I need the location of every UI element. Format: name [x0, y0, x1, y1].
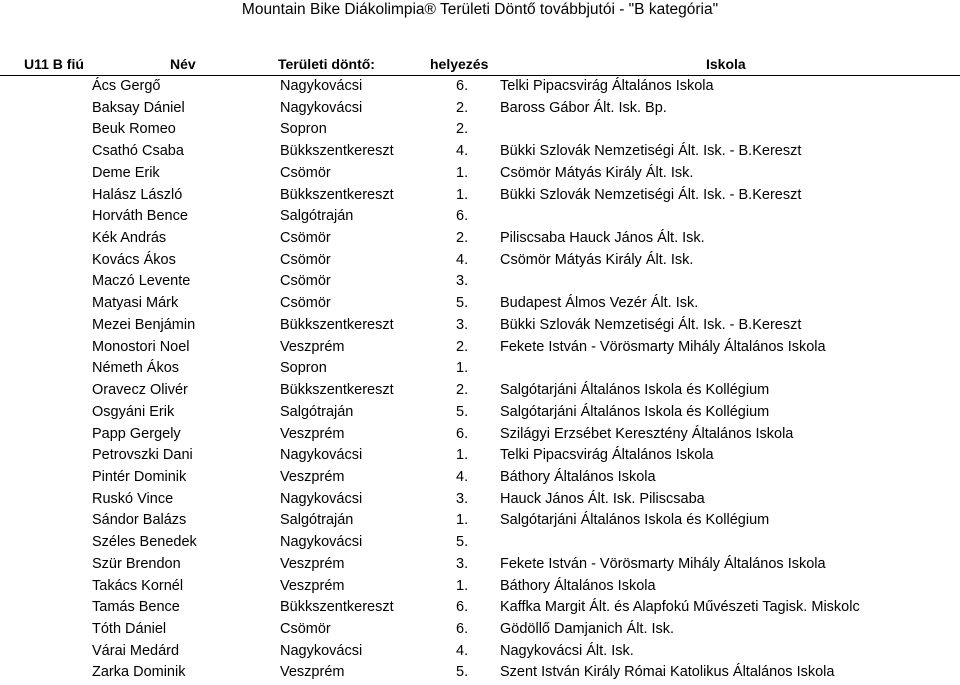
name-cell: Papp Gergely: [92, 425, 181, 442]
place-cell: 3.: [456, 316, 469, 333]
name-cell: Beuk Romeo: [92, 121, 176, 138]
school-cell: Fekete István - Vörösmarty Mihály Általános Iskola: [500, 555, 826, 572]
school-cell: Bükki Szlovák Nemzetiségi Ált. Isk. - B.Kereszt: [500, 316, 802, 333]
school-cell: Gödöllő Damjanich Ált. Isk.: [500, 620, 675, 637]
name-cell: Ács Gergő: [92, 78, 161, 94]
header-category: U11 B fiú: [24, 56, 84, 72]
table-row: [0, 206, 960, 228]
place-cell: 2.: [456, 230, 469, 247]
table-row: [0, 271, 960, 293]
region-cell: Salgótraján: [280, 512, 354, 529]
region-cell: Nagykovácsi: [280, 490, 363, 507]
name-cell: Halász László: [92, 186, 183, 203]
name-cell: Monostori Noel: [92, 338, 190, 355]
school-cell: Baross Gábor Ált. Isk. Bp.: [500, 99, 667, 116]
results-table-body: [0, 76, 960, 684]
place-cell: 4.: [456, 468, 469, 485]
school-cell: Báthory Általános Iskola: [500, 468, 656, 485]
place-cell: 6.: [456, 599, 469, 616]
school-cell: Szent István Király Római Katolikus Általános Iskola: [500, 664, 835, 681]
place-cell: 5.: [456, 295, 469, 312]
school-cell: Fekete István - Vörösmarty Mihály Általános Iskola: [500, 338, 826, 355]
place-cell: 1.: [456, 512, 469, 529]
school-cell: Bükki Szlovák Nemzetiségi Ált. Isk. - B.Kereszt: [500, 143, 802, 160]
school-cell: Piliscsaba Hauck János Ált. Isk.: [500, 230, 705, 247]
region-cell: Nagykovácsi: [280, 99, 363, 116]
header-school: Iskola: [706, 56, 746, 72]
name-cell: Kék András: [92, 230, 167, 247]
region-cell: Bükkszentkereszt: [280, 599, 394, 616]
place-cell: 1.: [456, 360, 469, 377]
region-cell: Bükkszentkereszt: [280, 382, 394, 399]
school-cell: Salgótarjáni Általános Iskola és Kollégium: [500, 382, 770, 399]
region-cell: Nagykovácsi: [280, 78, 363, 94]
region-cell: Csömör: [280, 230, 331, 247]
school-cell: Csömör Mátyás Király Ált. Isk.: [500, 251, 694, 268]
region-cell: Nagykovácsi: [280, 642, 363, 659]
school-cell: Salgótarjáni Általános Iskola és Kollégium: [500, 403, 770, 420]
place-cell: 3.: [456, 490, 469, 507]
school-cell: Bükki Szlovák Nemzetiségi Ált. Isk. - B.Kereszt: [500, 186, 802, 203]
region-cell: Csömör: [280, 620, 331, 637]
table-row: [0, 576, 960, 598]
place-cell: 6.: [456, 78, 469, 94]
table-row: [0, 228, 960, 250]
region-cell: Nagykovácsi: [280, 447, 363, 464]
table-row: [0, 185, 960, 207]
table-row: [0, 554, 960, 576]
table-row: [0, 619, 960, 641]
region-cell: Nagykovácsi: [280, 534, 363, 551]
place-cell: 2.: [456, 338, 469, 355]
region-cell: Bükkszentkereszt: [280, 316, 394, 333]
name-cell: Tóth Dániel: [92, 620, 167, 637]
table-row: [0, 315, 960, 337]
region-cell: Sopron: [280, 360, 327, 377]
table-row: [0, 662, 960, 684]
place-cell: 5.: [456, 534, 469, 551]
header-regional-final: Területi döntő:: [278, 56, 375, 72]
place-cell: 5.: [456, 403, 469, 420]
name-cell: Zarka Dominik: [92, 664, 186, 681]
place-cell: 4.: [456, 251, 469, 268]
name-cell: Osgyáni Erik: [92, 403, 175, 420]
region-cell: Veszprém: [280, 425, 345, 442]
school-cell: Salgótarjáni Általános Iskola és Kollégium: [500, 512, 770, 529]
school-cell: Csömör Mátyás Király Ált. Isk.: [500, 164, 694, 181]
region-cell: Veszprém: [280, 468, 345, 485]
place-cell: 1.: [456, 164, 469, 181]
region-cell: Veszprém: [280, 664, 345, 681]
region-cell: Salgótraján: [280, 403, 354, 420]
name-cell: Oravecz Olivér: [92, 382, 188, 399]
name-cell: Tamás Bence: [92, 599, 180, 616]
place-cell: 1.: [456, 186, 469, 203]
header-name: Név: [170, 56, 196, 72]
place-cell: 6.: [456, 208, 469, 225]
school-cell: Nagykovácsi Ált. Isk.: [500, 642, 634, 659]
name-cell: Baksay Dániel: [92, 99, 185, 116]
region-cell: Sopron: [280, 121, 327, 138]
name-cell: Ruskó Vince: [92, 490, 174, 507]
place-cell: 3.: [456, 555, 469, 572]
name-cell: Szür Brendon: [92, 555, 181, 572]
region-cell: Csömör: [280, 251, 331, 268]
table-row: [0, 641, 960, 663]
place-cell: 2.: [456, 99, 469, 116]
name-cell: Csathó Csaba: [92, 143, 184, 160]
region-cell: Veszprém: [280, 577, 345, 594]
place-cell: 4.: [456, 143, 469, 160]
school-cell: Hauck János Ált. Isk. Piliscsaba: [500, 490, 705, 507]
name-cell: Maczó Levente: [92, 273, 191, 290]
region-cell: Veszprém: [280, 555, 345, 572]
table-row: [0, 76, 960, 98]
school-cell: Telki Pipacsvirág Általános Iskola: [500, 78, 714, 94]
name-cell: Széles Benedek: [92, 534, 197, 551]
table-row: [0, 119, 960, 141]
place-cell: 4.: [456, 642, 469, 659]
place-cell: 5.: [456, 664, 469, 681]
school-cell: Kaffka Margit Ált. és Alapfokú Művészeti Tagisk. Miskolc: [500, 599, 860, 616]
place-cell: 6.: [456, 620, 469, 637]
school-cell: Budapest Álmos Vezér Ált. Isk.: [500, 295, 699, 312]
table-row: [0, 489, 960, 511]
place-cell: 6.: [456, 425, 469, 442]
table-row: [0, 141, 960, 163]
school-cell: Telki Pipacsvirág Általános Iskola: [500, 447, 714, 464]
name-cell: Sándor Balázs: [92, 512, 187, 529]
name-cell: Mezei Benjámin: [92, 316, 196, 333]
name-cell: Matyasi Márk: [92, 295, 179, 312]
table-row: [0, 424, 960, 446]
header-position: helyezés: [430, 56, 489, 72]
table-row: [0, 98, 960, 120]
place-cell: 2.: [456, 382, 469, 399]
table-row: [0, 250, 960, 272]
region-cell: Csömör: [280, 295, 331, 312]
place-cell: 3.: [456, 273, 469, 290]
place-cell: 2.: [456, 121, 469, 138]
region-cell: Bükkszentkereszt: [280, 186, 394, 203]
table-row: [0, 358, 960, 380]
table-row: [0, 532, 960, 554]
table-header: [0, 54, 960, 74]
name-cell: Takács Kornél: [92, 577, 184, 594]
place-cell: 1.: [456, 447, 469, 464]
table-row: [0, 597, 960, 619]
name-cell: Pintér Dominik: [92, 468, 187, 485]
name-cell: Horváth Bence: [92, 208, 188, 225]
name-cell: Németh Ákos: [92, 360, 180, 377]
region-cell: Veszprém: [280, 338, 345, 355]
region-cell: Salgótraján: [280, 208, 354, 225]
region-cell: Bükkszentkereszt: [280, 143, 394, 160]
page-title: Mountain Bike Diákolimpia® Területi Döntő továbbjutói - "B kategória": [241, 1, 719, 18]
name-cell: Deme Erik: [92, 164, 160, 181]
table-row: [0, 337, 960, 359]
name-cell: Várai Medárd: [92, 642, 180, 659]
name-cell: Kovács Ákos: [92, 251, 176, 268]
table-row: [0, 380, 960, 402]
table-row: [0, 163, 960, 185]
name-cell: Petrovszki Dani: [92, 447, 193, 464]
school-cell: Szilágyi Erzsébet Keresztény Általános Iskola: [500, 425, 794, 442]
table-row: [0, 445, 960, 467]
place-cell: 1.: [456, 577, 469, 594]
table-row: [0, 293, 960, 315]
table-row: [0, 402, 960, 424]
table-row: [0, 467, 960, 489]
region-cell: Csömör: [280, 164, 331, 181]
table-row: [0, 510, 960, 532]
region-cell: Csömör: [280, 273, 331, 290]
school-cell: Báthory Általános Iskola: [500, 577, 656, 594]
